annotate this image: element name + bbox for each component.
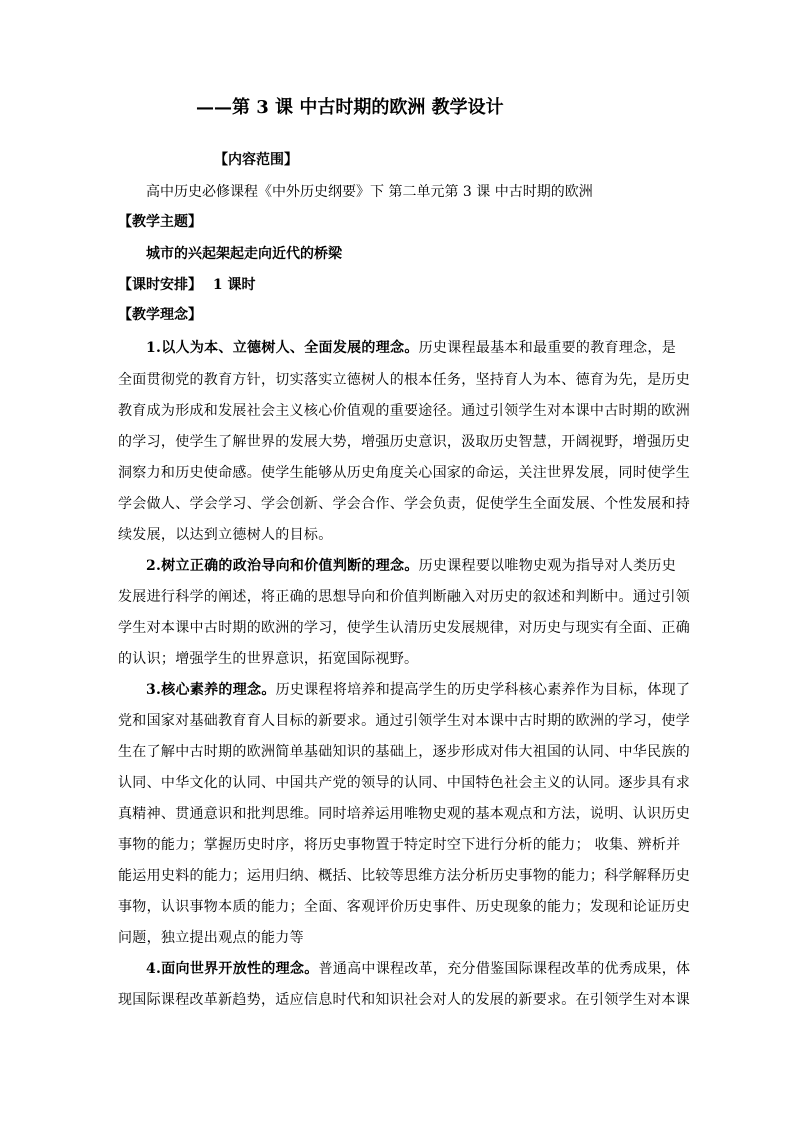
p3-line-6: 事物的能力；掌握历史时序，将历史事物置于特定时空下进行分析的能力； 收集、辨析并: [118, 837, 681, 853]
p1-line-6: 学会做人、学会学习、学会创新、学会合作、学会负责，促使学生全面发展、个性发展和持: [118, 496, 690, 512]
p3-line-3: 生在了解中古时期的欧洲简单基础知识的基础上，逐步形成对伟大祖国的认同、中华民族的: [118, 744, 690, 760]
p2-text: 历史课程要以唯物史观为指导对人类历史: [418, 558, 677, 574]
p1-line-3: 教育成为形成和发展社会主义核心价值观的重要途径。通过引领学生对本课中古时期的欧洲: [118, 403, 690, 419]
p2-lead: 2.树立正确的政治导向和价值判断的理念。: [146, 558, 419, 574]
p2-line-1: [146, 556, 676, 576]
p1-line-7: 续发展，以达到立德树人的目标。: [118, 527, 333, 543]
theme-text: 城市的兴起架起走向近代的桥梁: [146, 246, 342, 262]
p3-lead: 3.核心素养的理念。: [146, 682, 276, 698]
p1-lead: 1.以人为本、立德树人、全面发展的理念。: [146, 340, 419, 356]
p2-line-2: 发展进行科学的阐述，将正确的思想导向和价值判断融入对历史的叙述和判断中。通过引领: [118, 589, 690, 605]
p3-line-1: [146, 680, 690, 700]
theme-heading: 【教学主题】: [118, 214, 202, 230]
schedule-line: [118, 275, 256, 295]
p2-line-3: 学生对本课中古时期的欧洲的学习，使学生认清历史发展规律，对历史与现实有全面、正确: [118, 620, 690, 636]
p4-line-1: [146, 959, 690, 979]
content-scope-heading: 【内容范围】: [214, 152, 298, 168]
p3-line-9: 问题，独立提出观点的能力等: [118, 930, 304, 946]
p4-lead: 4.面向世界开放性的理念。: [146, 961, 319, 977]
p3-text: 历史课程将培养和提高学生的历史学科核心素养作为目标，体现了: [275, 682, 691, 698]
p1-line-1: [146, 338, 676, 358]
p3-line-4: 认同、中华文化的认同、中国共产党的领导的认同、中国特色社会主义的认同。逐步具有求: [118, 775, 690, 791]
p4-line-2: 现国际课程改革新趋势，适应信息时代和知识社会对人的发展的新要求。在引领学生对本课: [118, 992, 690, 1008]
p3-line-5: 真精神、贯通意识和批判思维。同时培养运用唯物史观的基本观点和方法，说明、认识历史: [118, 806, 690, 822]
p1-line-2: 全面贯彻党的教育方针，切实落实立德树人的根本任务，坚持育人为本、德育为先，是历史: [118, 372, 690, 388]
p1-line-5: 洞察力和历史使命感。使学生能够从历史角度关心国家的命运，关注世界发展，同时使学生: [118, 465, 690, 481]
p2-line-4: 的认识；增强学生的世界意识，拓宽国际视野。: [118, 651, 419, 667]
p4-text: 普通高中课程改革，充分借鉴国际课程改革的优秀成果，体: [318, 961, 691, 977]
p3-line-7: 能运用史料的能力；运用归纳、概括、比较等思维方法分析历史事物的能力；科学解释历史: [118, 868, 690, 884]
schedule-heading: 【课时安排】: [118, 277, 202, 293]
p1-text: 历史课程最基本和最重要的教育理念，是: [418, 340, 677, 356]
p3-line-8: 事物，认识事物本质的能力；全面、客观评价历史事件、历史现象的能力；发现和论证历史: [118, 899, 690, 915]
content-scope-text: 高中历史必修课程《中外历史纲要》下 第二单元第 3 课 中古时期的欧洲: [146, 184, 593, 200]
philosophy-heading: 【教学理念】: [118, 307, 202, 323]
document-title: ——第 3 课 中古时期的欧洲 教学设计: [196, 97, 504, 118]
schedule-value: 1 课时: [212, 277, 256, 293]
p1-line-4: 的学习，使学生了解世界的发展大势，增强历史意识，汲取历史智慧，开阔视野，增强历史: [118, 434, 690, 450]
p3-line-2: 党和国家对基础教育育人目标的新要求。通过引领学生对本课中古时期的欧洲的学习，使学: [118, 713, 690, 729]
